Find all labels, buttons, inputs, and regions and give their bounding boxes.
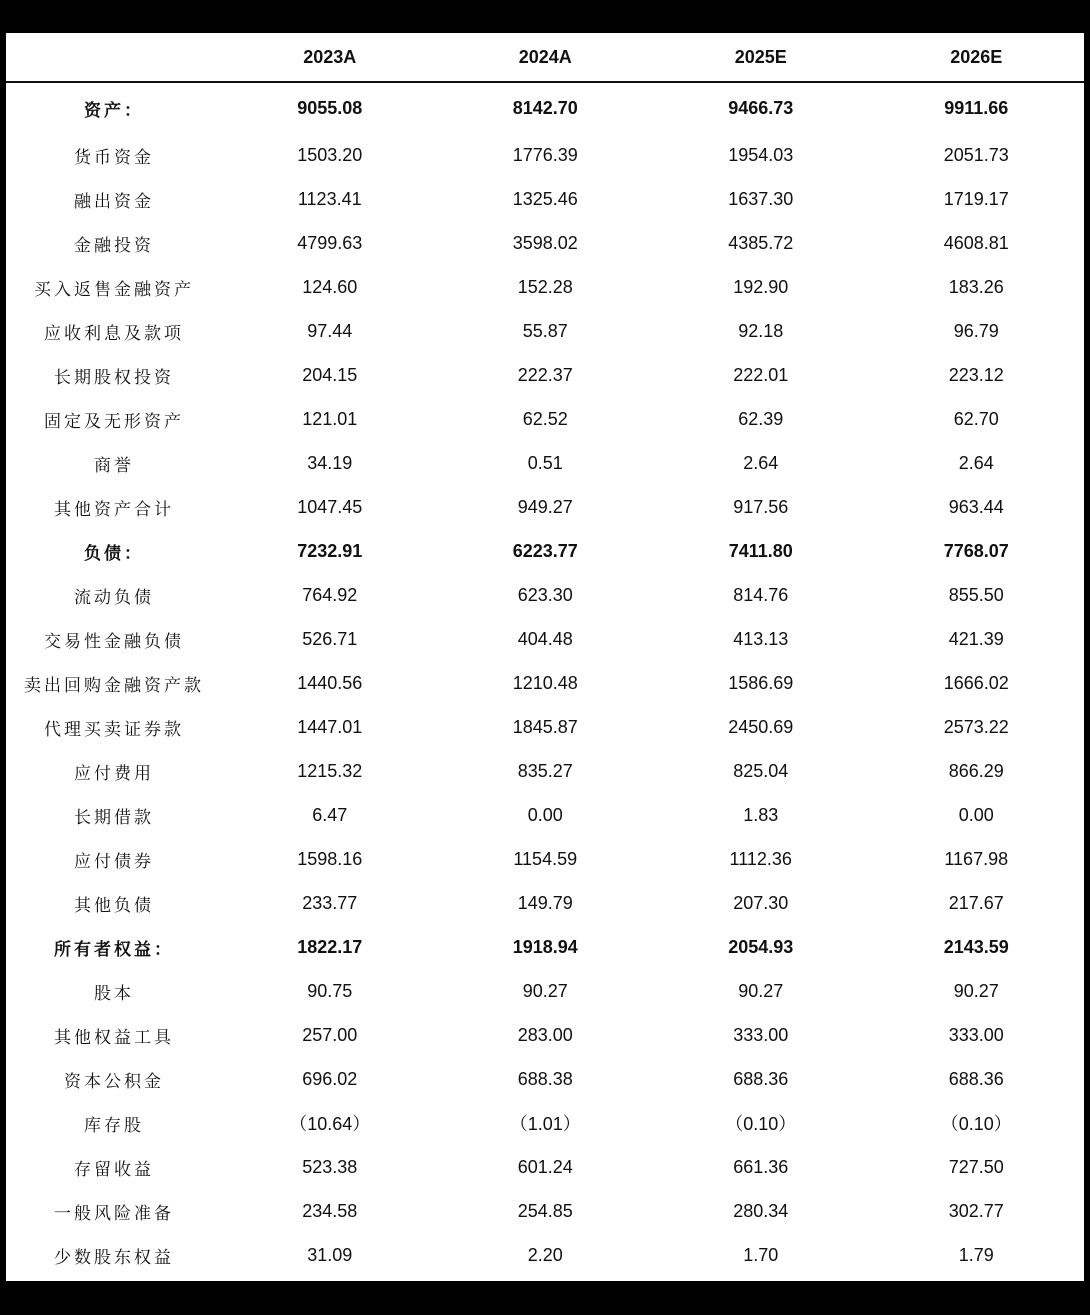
header-2025e: 2025E	[653, 33, 869, 82]
table-row	[6, 749, 1084, 793]
cell-2024a: 601.24	[517, 1156, 573, 1177]
cell-2025e: 2.64	[743, 452, 779, 473]
cell-2026e: 688.36	[948, 1068, 1004, 1089]
cell-2023a: 204.15	[302, 364, 358, 385]
cell-2023a: 6.47	[312, 804, 348, 825]
table-row	[6, 617, 1084, 661]
cell-2026e: 183.26	[948, 276, 1004, 297]
cell-2025e: 207.30	[733, 892, 789, 913]
cell-2023a: 234.58	[302, 1200, 358, 1221]
cell-2023a: 124.60	[302, 276, 358, 297]
cell-2024a: 688.38	[517, 1068, 573, 1089]
cell-2023a: 764.92	[302, 584, 358, 605]
row-label: 一般风险准备	[54, 1203, 174, 1224]
cell-2025e: 192.90	[733, 276, 789, 297]
cell-2026e: 2.64	[958, 452, 994, 473]
row-label: 资产：	[84, 100, 144, 121]
cell-2023a: 1598.16	[297, 848, 363, 869]
row-label: 长期股权投资	[54, 367, 174, 388]
table-row	[6, 705, 1084, 749]
table-row	[6, 1101, 1084, 1145]
cell-2026e: 2051.73	[943, 144, 1009, 165]
cell-2024a: 949.27	[517, 496, 573, 517]
table-row	[6, 837, 1084, 881]
cell-2024a: 283.00	[517, 1024, 573, 1045]
cell-2024a: 152.28	[517, 276, 573, 297]
cell-2023a: 523.38	[302, 1156, 358, 1177]
cell-2023a: 90.75	[307, 980, 353, 1001]
cell-2026e: 855.50	[948, 584, 1004, 605]
table-row	[6, 133, 1084, 177]
cell-2024a: 254.85	[517, 1200, 573, 1221]
cell-2025e: 333.00	[733, 1024, 789, 1045]
row-label: 库存股	[84, 1115, 144, 1136]
cell-2025e: 1954.03	[728, 144, 794, 165]
table-row	[6, 969, 1084, 1013]
row-label: 融出资金	[74, 191, 154, 212]
cell-2024a: 835.27	[517, 760, 573, 781]
cell-2025e: （0.10）	[725, 1114, 797, 1134]
cell-2025e: 1112.36	[729, 848, 792, 869]
row-label: 买入返售金融资产	[34, 279, 194, 300]
cell-2024a: 55.87	[522, 320, 568, 341]
row-label: 金融投资	[74, 235, 154, 256]
cell-2023a: 9055.08	[297, 97, 363, 118]
cell-2024a: 0.51	[527, 452, 563, 473]
row-label: 卖出回购金融资产款	[24, 675, 204, 696]
table-row	[6, 177, 1084, 221]
cell-2024a: 90.27	[522, 980, 568, 1001]
row-label: 少数股东权益	[54, 1247, 174, 1268]
table-row	[6, 1145, 1084, 1189]
cell-2024a: 1325.46	[512, 188, 578, 209]
cell-2025e: 1.83	[743, 804, 779, 825]
cell-2025e: 688.36	[733, 1068, 789, 1089]
cell-2026e: 1719.17	[943, 188, 1009, 209]
table-row	[6, 397, 1084, 441]
cell-2026e: 1666.02	[943, 672, 1009, 693]
cell-2023a: 97.44	[307, 320, 353, 341]
cell-2025e: 280.34	[733, 1200, 789, 1221]
cell-2024a: 1776.39	[512, 144, 578, 165]
cell-2026e: 4608.81	[943, 232, 1009, 253]
cell-2023a: 31.09	[307, 1244, 353, 1265]
table-row	[6, 661, 1084, 705]
cell-2026e: 727.50	[948, 1156, 1004, 1177]
cell-2025e: 222.01	[733, 364, 789, 385]
cell-2023a: （10.64）	[289, 1114, 371, 1134]
row-label: 商誉	[94, 455, 134, 476]
row-label: 应付债券	[74, 851, 154, 872]
row-label: 资本公积金	[64, 1071, 164, 1092]
row-label: 货币资金	[74, 147, 154, 168]
header-2026e: 2026E	[869, 33, 1085, 82]
cell-2026e: 333.00	[948, 1024, 1004, 1045]
cell-2024a: 62.52	[522, 408, 568, 429]
cell-2024a: 3598.02	[512, 232, 578, 253]
cell-2023a: 4799.63	[297, 232, 363, 253]
cell-2023a: 1123.41	[297, 188, 362, 209]
cell-2024a: 404.48	[517, 628, 573, 649]
cell-2023a: 696.02	[302, 1068, 358, 1089]
cell-2025e: 661.36	[733, 1156, 789, 1177]
header-label-column	[6, 33, 222, 82]
table-row	[6, 573, 1084, 617]
cell-2024a: （1.01）	[509, 1114, 581, 1134]
cell-2025e: 1637.30	[728, 188, 794, 209]
table-body	[6, 82, 1084, 1277]
cell-2023a: 1440.56	[297, 672, 363, 693]
cell-2026e: 223.12	[948, 364, 1004, 385]
row-label: 代理买卖证券款	[44, 719, 184, 740]
cell-2026e: 217.67	[948, 892, 1004, 913]
cell-2026e: 302.77	[948, 1200, 1004, 1221]
cell-2024a: 1845.87	[512, 716, 578, 737]
row-label: 交易性金融负债	[44, 631, 184, 652]
cell-2024a: 0.00	[527, 804, 563, 825]
table-row	[6, 221, 1084, 265]
cell-2025e: 814.76	[733, 584, 789, 605]
table-row	[6, 441, 1084, 485]
section-total-row	[6, 82, 1084, 133]
table-row	[6, 881, 1084, 925]
table-row	[6, 309, 1084, 353]
table-row	[6, 1057, 1084, 1101]
header-row	[6, 33, 1084, 82]
cell-2026e: 1167.98	[944, 848, 1009, 869]
table-row	[6, 793, 1084, 837]
cell-2026e: 0.00	[958, 804, 994, 825]
cell-2025e: 9466.73	[728, 97, 794, 118]
cell-2026e: 963.44	[948, 496, 1004, 517]
header-2023a: 2023A	[222, 33, 438, 82]
table-row	[6, 485, 1084, 529]
cell-2025e: 92.18	[738, 320, 784, 341]
cell-2026e: 2143.59	[943, 936, 1009, 957]
cell-2025e: 62.39	[738, 408, 784, 429]
balance-sheet-page	[6, 33, 1084, 1281]
cell-2024a: 1918.94	[512, 936, 578, 957]
cell-2023a: 1215.32	[297, 760, 363, 781]
cell-2025e: 90.27	[738, 980, 784, 1001]
cell-2024a: 6223.77	[512, 540, 578, 561]
cell-2024a: 1210.48	[512, 672, 578, 693]
section-total-row	[6, 925, 1084, 969]
cell-2023a: 233.77	[302, 892, 358, 913]
cell-2024a: 8142.70	[512, 97, 578, 118]
cell-2025e: 413.13	[733, 628, 789, 649]
cell-2023a: 7232.91	[297, 540, 363, 561]
cell-2025e: 1586.69	[728, 672, 794, 693]
cell-2026e: 90.27	[953, 980, 999, 1001]
cell-2024a: 1154.59	[513, 848, 578, 869]
row-label: 应收利息及款项	[44, 323, 184, 344]
cell-2025e: 1.70	[743, 1244, 779, 1265]
cell-2023a: 257.00	[302, 1024, 358, 1045]
row-label: 流动负债	[74, 587, 154, 608]
cell-2024a: 222.37	[517, 364, 573, 385]
cell-2025e: 917.56	[733, 496, 789, 517]
row-label: 固定及无形资产	[44, 411, 184, 432]
cell-2026e: 421.39	[948, 628, 1004, 649]
row-label: 其他权益工具	[54, 1027, 174, 1048]
balance-sheet-table	[6, 33, 1084, 1277]
cell-2023a: 526.71	[302, 628, 358, 649]
table-row	[6, 353, 1084, 397]
cell-2023a: 1822.17	[297, 936, 363, 957]
row-label: 存留收益	[74, 1159, 154, 1180]
cell-2025e: 4385.72	[728, 232, 794, 253]
cell-2026e: 96.79	[953, 320, 999, 341]
section-total-row	[6, 529, 1084, 573]
cell-2025e: 825.04	[733, 760, 789, 781]
table-row	[6, 1189, 1084, 1233]
cell-2025e: 7411.80	[728, 540, 793, 561]
cell-2023a: 1447.01	[297, 716, 363, 737]
cell-2025e: 2450.69	[728, 716, 794, 737]
row-label: 长期借款	[74, 807, 154, 828]
cell-2026e: 62.70	[953, 408, 999, 429]
cell-2026e: 2573.22	[943, 716, 1009, 737]
cell-2023a: 34.19	[307, 452, 353, 473]
cell-2026e: （0.10）	[940, 1114, 1012, 1134]
row-label: 其他资产合计	[54, 499, 174, 520]
row-label: 负债：	[84, 543, 144, 564]
cell-2025e: 2054.93	[728, 936, 794, 957]
cell-2023a: 121.01	[302, 408, 358, 429]
cell-2023a: 1047.45	[297, 496, 363, 517]
row-label: 所有者权益：	[54, 939, 174, 960]
row-label: 其他负债	[74, 895, 154, 916]
cell-2026e: 1.79	[958, 1244, 994, 1265]
table-row	[6, 1013, 1084, 1057]
cell-2026e: 7768.07	[943, 540, 1009, 561]
cell-2026e: 866.29	[948, 760, 1004, 781]
cell-2026e: 9911.66	[944, 97, 1009, 118]
header-2024a: 2024A	[438, 33, 654, 82]
table-row	[6, 1233, 1084, 1277]
cell-2024a: 623.30	[517, 584, 573, 605]
row-label: 股本	[94, 983, 134, 1004]
cell-2023a: 1503.20	[297, 144, 363, 165]
cell-2024a: 2.20	[527, 1244, 563, 1265]
row-label: 应付费用	[74, 763, 154, 784]
table-row	[6, 265, 1084, 309]
cell-2024a: 149.79	[517, 892, 573, 913]
